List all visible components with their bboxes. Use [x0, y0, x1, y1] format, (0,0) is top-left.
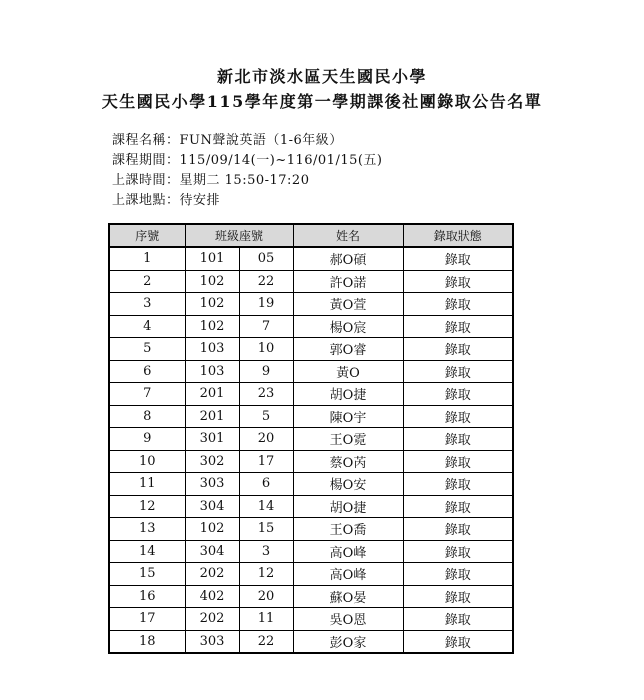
cell-serial: 17: [109, 608, 185, 631]
cell-name: 許O諾: [293, 270, 403, 293]
cell-status: 錄取: [403, 338, 513, 361]
cell-class: 202: [185, 563, 239, 586]
cell-class: 303: [185, 473, 239, 496]
cell-status: 錄取: [403, 518, 513, 541]
class-location-label: 上課地點：: [112, 193, 180, 208]
cell-seat: 23: [239, 383, 293, 406]
table-row: [109, 585, 513, 608]
cell-class: 303: [185, 630, 239, 653]
class-time-value: 星期二 15:50-17:20: [179, 173, 310, 188]
cell-class: 102: [185, 315, 239, 338]
cell-serial: 4: [109, 315, 185, 338]
cell-class: 302: [185, 450, 239, 473]
cell-status: 錄取: [403, 450, 513, 473]
cell-class: 101: [185, 247, 239, 270]
table-row: [109, 405, 513, 428]
cell-class: 301: [185, 428, 239, 451]
cell-name: 郭O睿: [293, 338, 403, 361]
header-serial: 序號: [109, 224, 185, 247]
cell-status: 錄取: [403, 293, 513, 316]
cell-serial: 6: [109, 360, 185, 383]
cell-status: 錄取: [403, 383, 513, 406]
cell-name: 黃O: [293, 360, 403, 383]
course-name-label: 課程名稱：: [112, 133, 180, 148]
table-header-row: [109, 224, 513, 247]
cell-serial: 18: [109, 630, 185, 653]
cell-status: 錄取: [403, 428, 513, 451]
cell-name: 蔡O芮: [293, 450, 403, 473]
cell-status: 錄取: [403, 270, 513, 293]
table-row: [109, 270, 513, 293]
cell-name: 王O霓: [293, 428, 403, 451]
school-title: 新北市淡水區天生國民小學: [216, 67, 427, 86]
cell-seat: 22: [239, 270, 293, 293]
table-row: [109, 495, 513, 518]
cell-class: 103: [185, 360, 239, 383]
cell-status: 錄取: [403, 473, 513, 496]
cell-class: 304: [185, 540, 239, 563]
cell-serial: 8: [109, 405, 185, 428]
cell-seat: 19: [239, 293, 293, 316]
cell-seat: 5: [239, 405, 293, 428]
course-period-value: 115/09/14(一)~116/01/15(五): [179, 153, 383, 168]
course-period-label: 課程期間：: [112, 153, 180, 168]
table-row: [109, 315, 513, 338]
cell-status: 錄取: [403, 585, 513, 608]
table-row: [109, 518, 513, 541]
cell-status: 錄取: [403, 360, 513, 383]
cell-status: 錄取: [403, 608, 513, 631]
header-status: 錄取狀態: [403, 224, 513, 247]
cell-serial: 5: [109, 338, 185, 361]
cell-status: 錄取: [403, 540, 513, 563]
cell-serial: 7: [109, 383, 185, 406]
cell-serial: 3: [109, 293, 185, 316]
table-row: [109, 338, 513, 361]
cell-seat: 11: [239, 608, 293, 631]
table-row: [109, 608, 513, 631]
class-time-label: 上課時間：: [112, 173, 180, 188]
announcement-title: 天生國民小學115學年度第一學期課後社團錄取公告名單: [101, 92, 543, 111]
cell-serial: 1: [109, 247, 185, 270]
table-row: [109, 293, 513, 316]
table-row: [109, 630, 513, 653]
cell-class: 102: [185, 518, 239, 541]
table-row: [109, 360, 513, 383]
table-row: [109, 428, 513, 451]
cell-name: 王O喬: [293, 518, 403, 541]
cell-name: 陳O宇: [293, 405, 403, 428]
cell-serial: 13: [109, 518, 185, 541]
cell-class: 402: [185, 585, 239, 608]
cell-name: 郝O碩: [293, 247, 403, 270]
cell-seat: 6: [239, 473, 293, 496]
cell-class: 201: [185, 405, 239, 428]
cell-seat: 14: [239, 495, 293, 518]
cell-seat: 9: [239, 360, 293, 383]
cell-class: 304: [185, 495, 239, 518]
cell-seat: 22: [239, 630, 293, 653]
cell-serial: 14: [109, 540, 185, 563]
cell-status: 錄取: [403, 495, 513, 518]
cell-name: 胡O捷: [293, 383, 403, 406]
table-row: [109, 473, 513, 496]
cell-seat: 3: [239, 540, 293, 563]
table-row: [109, 563, 513, 586]
table-row: [109, 450, 513, 473]
cell-name: 胡O捷: [293, 495, 403, 518]
table-row: [109, 247, 513, 270]
cell-serial: 9: [109, 428, 185, 451]
class-time-row: [112, 169, 309, 188]
course-name-value: FUN聲說英語（1-6年級）: [179, 133, 343, 148]
cell-serial: 16: [109, 585, 185, 608]
cell-status: 錄取: [403, 315, 513, 338]
cell-seat: 12: [239, 563, 293, 586]
admission-table: [108, 223, 514, 654]
cell-name: 高O峰: [293, 540, 403, 563]
cell-serial: 12: [109, 495, 185, 518]
cell-serial: 15: [109, 563, 185, 586]
cell-name: 吳O恩: [293, 608, 403, 631]
cell-serial: 11: [109, 473, 185, 496]
class-location-value: 待安排: [179, 193, 221, 208]
table-row: [109, 540, 513, 563]
cell-name: 彭O家: [293, 630, 403, 653]
cell-seat: 10: [239, 338, 293, 361]
table-row: [109, 383, 513, 406]
course-period-row: [112, 149, 383, 168]
cell-class: 201: [185, 383, 239, 406]
cell-seat: 17: [239, 450, 293, 473]
cell-seat: 20: [239, 585, 293, 608]
cell-serial: 10: [109, 450, 185, 473]
cell-status: 錄取: [403, 630, 513, 653]
class-location-row: [112, 189, 220, 208]
cell-status: 錄取: [403, 563, 513, 586]
cell-name: 蘇O晏: [293, 585, 403, 608]
cell-seat: 05: [239, 247, 293, 270]
cell-seat: 20: [239, 428, 293, 451]
header-class-seat: 班級座號: [185, 224, 293, 247]
cell-seat: 7: [239, 315, 293, 338]
cell-name: 高O峰: [293, 563, 403, 586]
cell-status: 錄取: [403, 405, 513, 428]
cell-status: 錄取: [403, 247, 513, 270]
cell-class: 102: [185, 270, 239, 293]
cell-name: 楊O宸: [293, 315, 403, 338]
cell-name: 楊O安: [293, 473, 403, 496]
cell-class: 202: [185, 608, 239, 631]
cell-class: 103: [185, 338, 239, 361]
cell-serial: 2: [109, 270, 185, 293]
cell-class: 102: [185, 293, 239, 316]
header-name: 姓名: [293, 224, 403, 247]
course-name-row: [112, 129, 343, 148]
cell-name: 黃O萱: [293, 293, 403, 316]
cell-seat: 15: [239, 518, 293, 541]
